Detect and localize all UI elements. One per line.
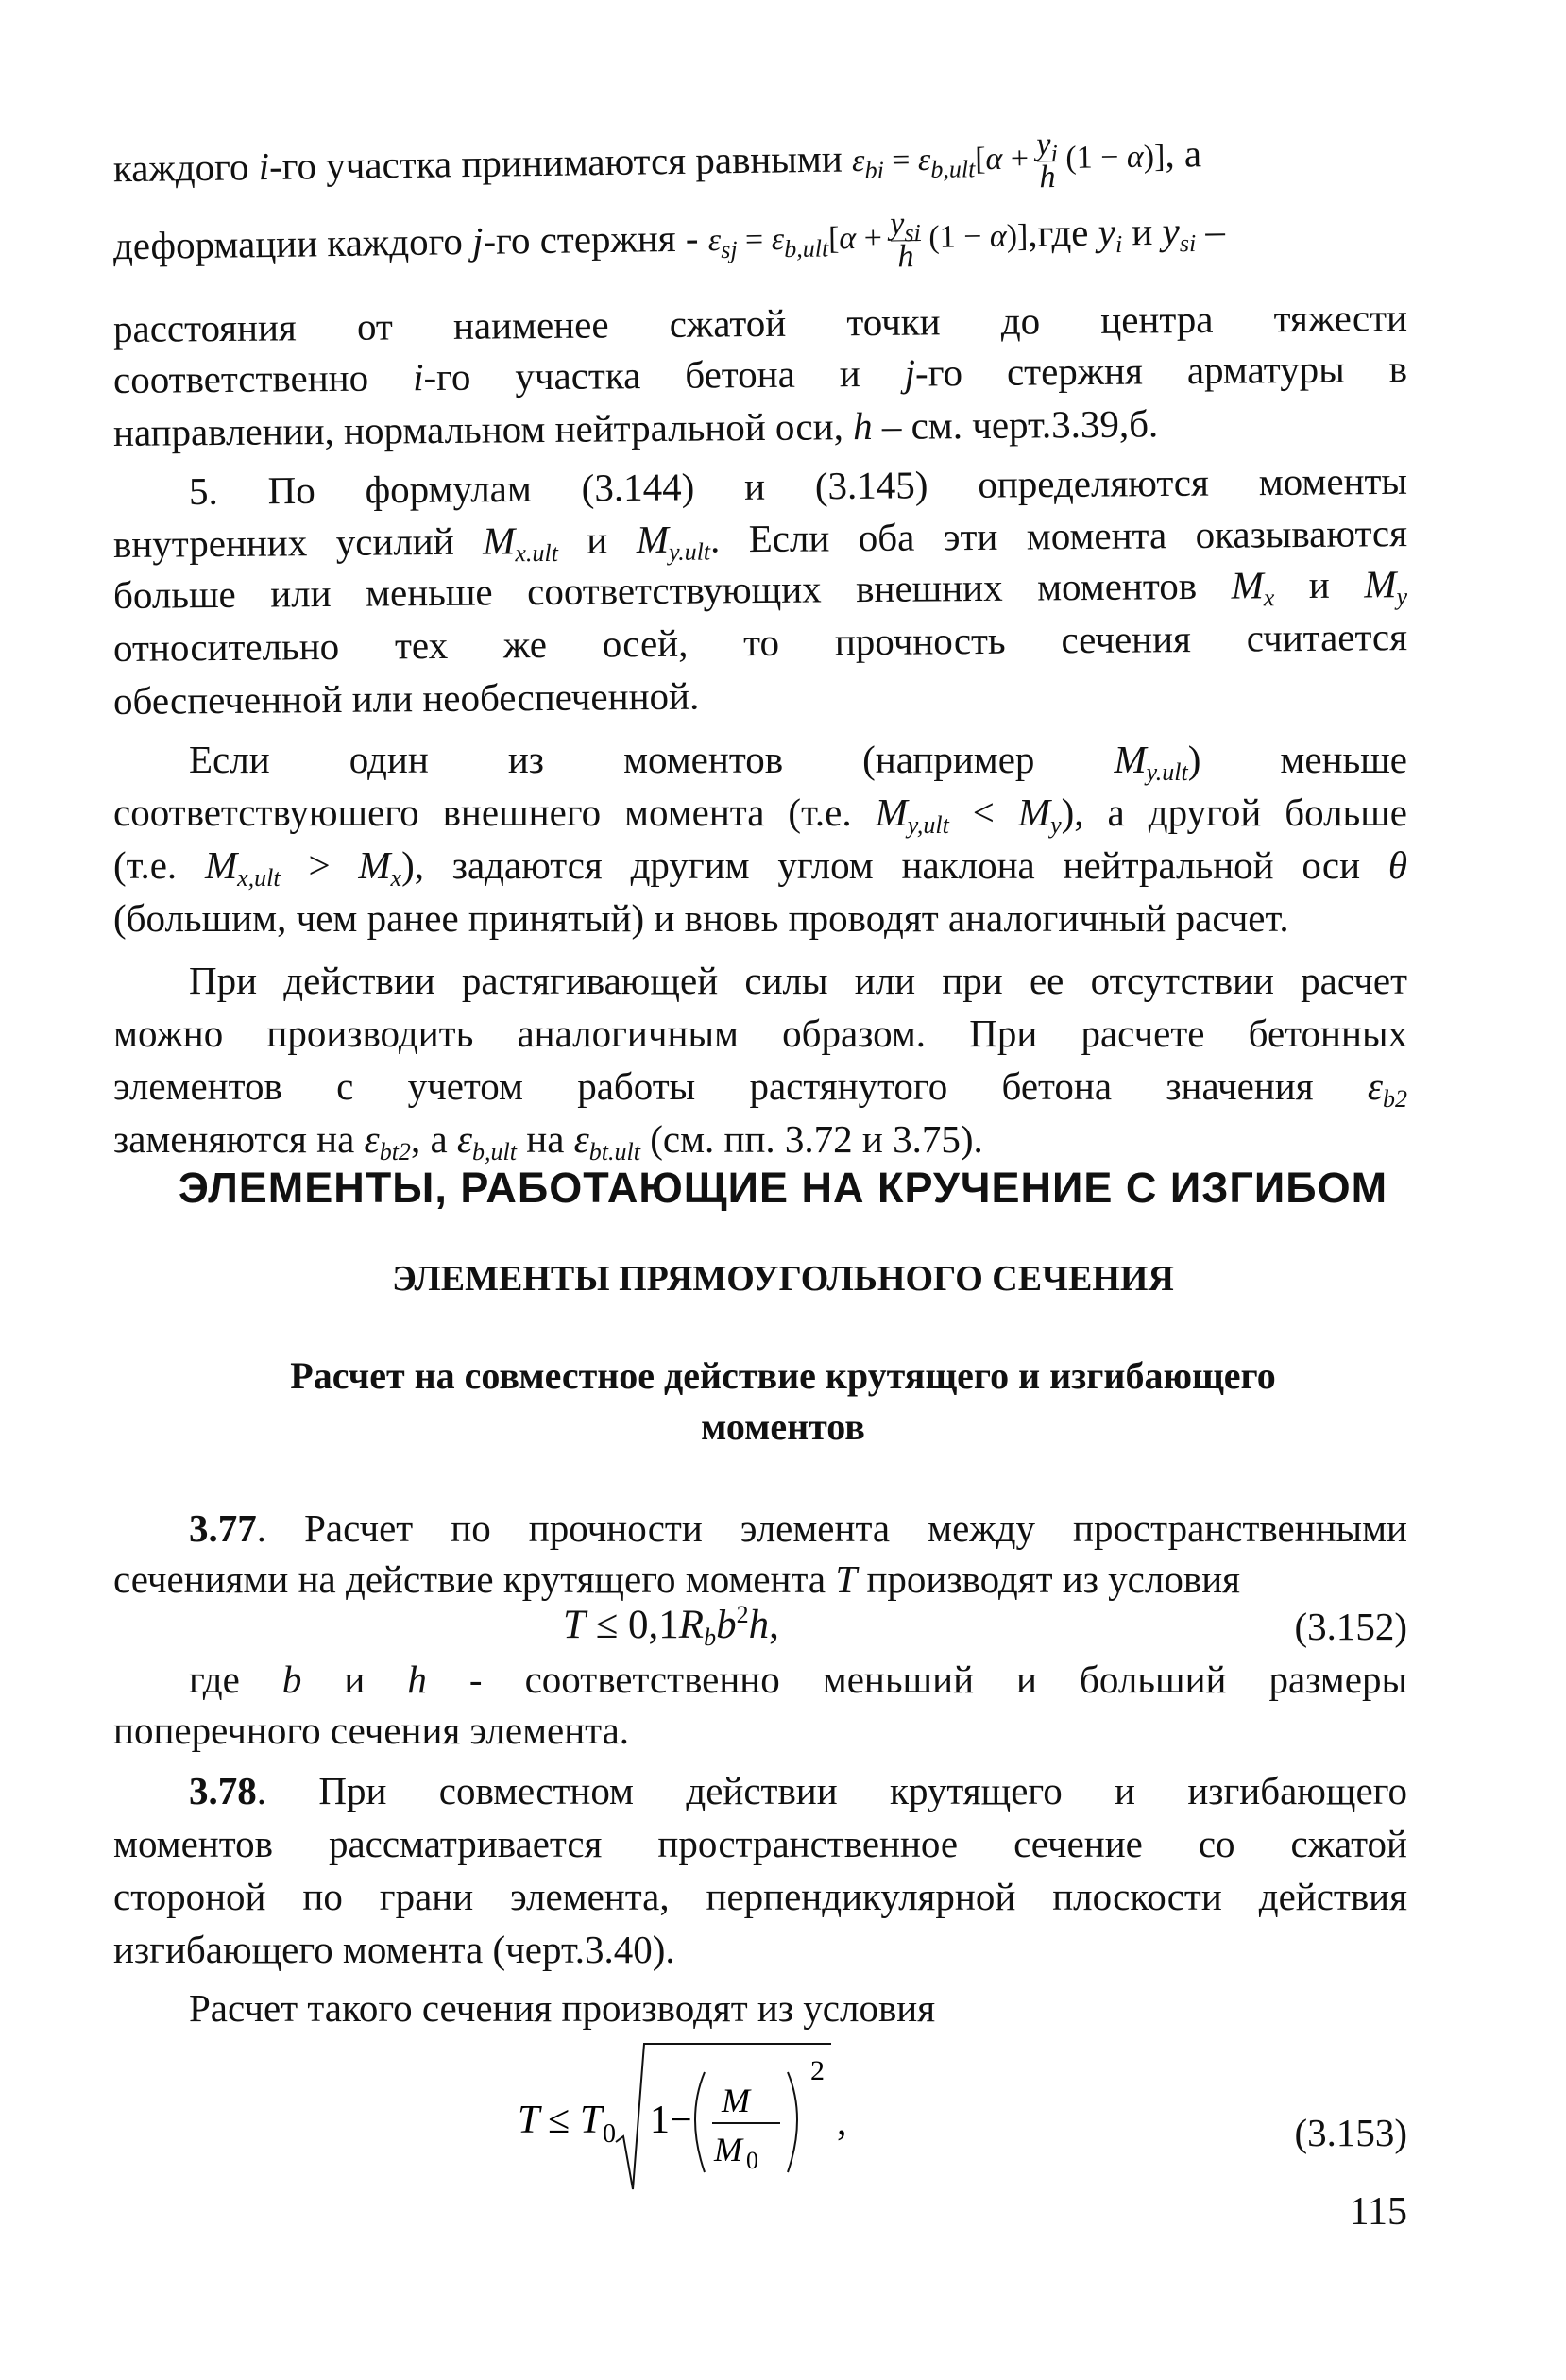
svg-text:0: 0 (746, 2147, 758, 2174)
text-line: изгибающего момента (черт.3.40). (113, 1928, 675, 1971)
text-line: внутренних усилий $M_{x.ult}$ и $M_{y.ult}$. Если оба эти момента оказываются (112, 511, 1408, 568)
text-line: расстояния от наименее сжатой точки до центра тяжести (112, 296, 1408, 350)
text-fragment: на (517, 1117, 574, 1161)
text-line: Расчет такого сечения производят из условия (189, 1986, 936, 2030)
text-fragment: каждого (112, 144, 259, 191)
text-fragment: , а (1165, 131, 1202, 176)
svg-text:M: M (722, 2082, 750, 2119)
text-fragment: (т.е. (113, 843, 205, 887)
text-fragment: и (1121, 209, 1163, 254)
text-fragment: – (1195, 208, 1226, 253)
text-fragment: < (948, 790, 1018, 834)
text-fragment: и (557, 518, 637, 562)
text-line (189, 1766, 1407, 1815)
svg-text:,: , (837, 2100, 847, 2144)
paragraph-number: 3.78 (189, 1769, 257, 1812)
svg-text:T: T (580, 2099, 603, 2142)
text-fragment: соответствуюшего внешнего момента (т.е. (113, 790, 876, 834)
text-line (113, 124, 1408, 207)
text-line: моментов рассматривается пространственное сечение со сжатой (113, 1822, 1407, 1865)
text-fragment: внутренних усилий (112, 518, 484, 566)
text-fragment: ) меньше (1187, 738, 1407, 781)
svg-text:M: M (714, 2131, 742, 2168)
text-line: Если один из моментов (например $M_{y.ult}$) меньше (189, 738, 1407, 786)
text-fragment: , а (410, 1117, 457, 1161)
text-fragment: производят из условия (857, 1557, 1241, 1601)
page-number: 115 (1349, 2190, 1407, 2234)
text-fragment: -го участка принимаются равными (268, 136, 853, 188)
text-line: где b и h - соответственно меньший и больший размеры (189, 1658, 1407, 1701)
formula-epsilon-bi: $\varepsilon_{bi} = \varepsilon_{b,ult}[\alpha$ + $\frac{y_i}{h}$ (1 − α)] (851, 127, 1166, 196)
text-line: 5. По формулам (3.144) и (3.145) определяются моменты (188, 458, 1408, 513)
text-line: При действии растягивающей силы или при ее отсутствии расчет (189, 959, 1407, 1002)
text-fragment: деформации каждого (112, 218, 473, 268)
text-fragment: заменяются на (113, 1117, 365, 1161)
text-fragment: и (301, 1658, 408, 1701)
text-fragment: > (280, 843, 359, 887)
text-fragment: . Расчет по прочности элемента между пространственными (256, 1506, 1407, 1550)
text-line: (т.е. $M_{x,ult} > M_x$), задаются другим углом наклона нейтральной оси θ (113, 843, 1407, 892)
svg-text:1−: 1− (650, 2099, 692, 2142)
paragraph-number: 3.77 (189, 1506, 257, 1550)
text-fragment: -го стержня - (483, 215, 709, 263)
text-line: поперечного сечения элемента. (113, 1708, 630, 1752)
topic-heading-line-1: Расчет на совместное действие крутящего и изгибающего (290, 1354, 1276, 1397)
text-line: соответственно i-го участка бетона и j-го стержня арматуры в (112, 347, 1408, 401)
equation-3-153 (510, 2031, 926, 2210)
svg-text:T: T (518, 2099, 540, 2142)
text-fragment: j (471, 218, 484, 263)
text-fragment: соответственно (112, 355, 414, 401)
text-fragment: -го участка бетона и (423, 350, 905, 400)
text-fragment: ,где (1027, 210, 1098, 255)
formula-epsilon-sj: $\varepsilon_{sj} = \varepsilon_{b,ult}[\alpha$ + $\frac{y_{si}}{h}$ (1 − α)] (707, 206, 1029, 275)
text-fragment: (см. пп. 3.72 и 3.75). (639, 1117, 983, 1161)
topic-heading-line-2: моментов (701, 1405, 865, 1448)
text-fragment: направлении, нормальном нейтральной оси, (112, 404, 854, 454)
text-fragment: элементов с учетом работы растянутого бетона значения (113, 1064, 1368, 1108)
text-line: относительно тех же осей, то прочность сечения считается (112, 615, 1408, 670)
equation-3-152: $T \le 0,1R_bb^2h$, (563, 1601, 779, 1651)
text-line: соответствуюшего внешнего момента (т.е. $M_{y,ult} < M_y$), а другой больше (113, 790, 1407, 839)
text-fragment: Если один из моментов (например (189, 738, 1115, 781)
svg-text:0: 0 (603, 2119, 616, 2149)
text-line: сечениями на действие крутящего момента T производят из условия (113, 1557, 1241, 1601)
text-line: элементов с учетом работы растянутого бетона значения $\varepsilon_{b2}$ (113, 1064, 1407, 1113)
text-fragment: . Если оба эти момента оказываются (709, 511, 1408, 561)
equation-number: (3.153) (1294, 2111, 1407, 2154)
text-line: деформации каждого j-го стержня - $\varepsilon_{sj} = \varepsilon_{b,ult}[\alpha$ + $\frac{y_{si}}{h}$ (1 − α)],где $y_i$ и $y_{si}$ – (112, 206, 1226, 275)
text-line: больше или меньше соответствующих внешних моментов $M_x$ и $M_y$ (112, 562, 1408, 617)
text-fragment: i (258, 144, 270, 189)
text-line: направлении, нормальном нейтральной оси, h – см. черт.3.39,б. (112, 401, 1159, 454)
text-line: стороной по грани элемента, перпендикулярной плоскости действия (113, 1875, 1407, 1918)
text-fragment: ), задаются другим углом наклона нейтральной оси (401, 843, 1388, 887)
text-fragment: ), а другой больше (1061, 790, 1407, 834)
svg-text:2: 2 (810, 2055, 825, 2086)
subsection-heading: ЭЛЕМЕНТЫ ПРЯМОУГОЛЬНОГО СЕЧЕНИЯ (392, 1259, 1174, 1299)
text-fragment: и (1274, 562, 1365, 607)
text-fragment: где (189, 1658, 282, 1701)
text-line: можно производить аналогичным образом. При расчете бетонных (113, 1012, 1407, 1055)
text-fragment: -го стержня арматуры в (914, 347, 1408, 395)
svg-text:≤: ≤ (548, 2099, 570, 2142)
text-line: обеспеченной или необеспеченной. (112, 673, 700, 722)
text-fragment: – см. черт.3.39,б. (872, 401, 1159, 448)
text-fragment: . При совместном действии крутящего и изгибающего (256, 1769, 1407, 1812)
text-line: (большим, чем ранее принятый) и вновь проводят аналогичный расчет. (113, 896, 1289, 940)
text-fragment: - соответственно меньший и больший размеры (426, 1658, 1407, 1701)
text-fragment: больше или меньше соответствующих внешних моментов (112, 563, 1232, 617)
text-fragment: сечениями на действие крутящего момента (113, 1557, 836, 1601)
text-line: заменяются на $\varepsilon_{bt2}$, а $\varepsilon_{b,ult}$ на $\varepsilon_{bt.ult}$ (см. пп. 3.72 и 3.75). (113, 1117, 983, 1165)
equation-number: (3.152) (1294, 1605, 1407, 1648)
text-line (189, 1504, 1407, 1553)
section-heading: ЭЛЕМЕНТЫ, РАБОТАЮЩИЕ НА КРУЧЕНИЕ С ИЗГИБОМ (178, 1164, 1388, 1212)
